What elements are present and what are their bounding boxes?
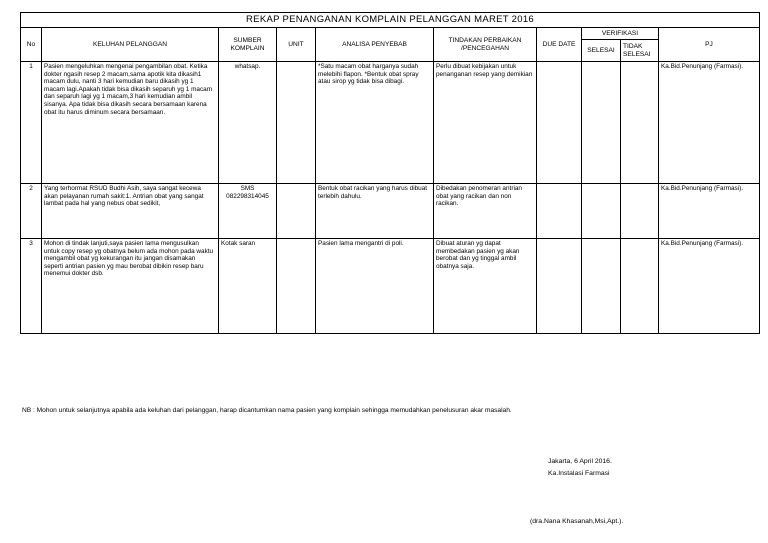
table-row xyxy=(21,239,760,334)
cell-selesai xyxy=(582,239,621,334)
table-title: REKAP PENANGANAN KOMPLAIN PELANGGAN MARET 2016 xyxy=(21,13,760,28)
cell-sumber: SMS 082298314045 xyxy=(219,184,277,239)
header-tidak-selesai: TIDAK SELESAI xyxy=(621,40,659,62)
header-unit: UNIT xyxy=(277,28,316,62)
cell-no: 1 xyxy=(21,62,42,184)
header-sumber: SUMBER KOMPLAIN xyxy=(219,28,277,62)
header-pj: PJ xyxy=(659,28,760,62)
cell-unit xyxy=(277,184,316,239)
cell-tidak-selesai xyxy=(621,184,659,239)
header-keluhan: KELUHAN PELANGGAN xyxy=(42,28,219,62)
cell-pj: Ka.Bid.Penunjang (Farmasi). xyxy=(659,62,760,184)
cell-pj: Ka.Bid.Penunjang (Farmasi). xyxy=(659,184,760,239)
header-selesai: SELESAI xyxy=(582,40,621,62)
cell-tindakan: Dibedakan penomeran antrian obat yang racikan dan non racikan. xyxy=(434,184,537,239)
cell-selesai xyxy=(582,62,621,184)
cell-tidak-selesai xyxy=(621,62,659,184)
header-verifikasi: VERIFIKASI xyxy=(582,28,659,40)
header-analisa: ANALISA PENYEBAB xyxy=(316,28,434,62)
cell-tindakan: Dibuat aturan yg dapat membedakan pasien yg akan berobat dan yg tinggal ambil obatnya saja. xyxy=(434,239,537,334)
cell-analisa: *Satu macam obat harganya sudah melebihi flapon. *Bentuk obat spray atau sirop yg tidak bisa dibagi. xyxy=(316,62,434,184)
cell-unit xyxy=(277,62,316,184)
cell-keluhan: Mohon di tindak lanjuti,saya pasien lama mengusulkan untuk copy resep yg obatnya belum ada mohon pada waktu mengambil obat yg kekurangan itu jangan disamakan seperti antrian pasien yg mau berobat dibikin resep baru menemui dokter dsb. xyxy=(42,239,219,334)
signature-name: (dra.Nana Khasanah,Msi,Apt.). xyxy=(530,518,624,525)
cell-analisa: Pasien lama mengantri di poli. xyxy=(316,239,434,334)
header-tindakan: TINDAKAN PERBAIKAN /PENCEGAHAN xyxy=(434,28,537,62)
cell-selesai xyxy=(582,184,621,239)
cell-tindakan: Perlu dibuat kebijakan untuk penanganan resep yang demikian xyxy=(434,62,537,184)
cell-due-date xyxy=(537,239,582,334)
cell-no: 2 xyxy=(21,184,42,239)
cell-keluhan: Pasien mengeluhkan mengenai pengambilan obat. Ketika dokter ngasih resep 2 macam,sama apotik kita dikasih1 macam dulu, nanti 3 hari kemudian baru dikasih yg 1 macam lagi.Apakah tidak bisa dikasih separuh yg 1 macam dan separuh lagi yg 1 macam,3 hari kemudian ambil sisanya. Apa tidak bisa dikasih secara bersamaan karena obat itu harus diminum secara bersamaan. xyxy=(42,62,219,184)
cell-tidak-selesai xyxy=(621,239,659,334)
cell-no: 3 xyxy=(21,239,42,334)
table-row xyxy=(21,62,760,184)
cell-analisa: Bentuk obat racikan yang harus dibuat terlebih dahulu. xyxy=(316,184,434,239)
header-due-date: DUE DATE xyxy=(537,28,582,62)
cell-pj: Ka.Bid.Penunjang (Farmasi). xyxy=(659,239,760,334)
cell-unit xyxy=(277,239,316,334)
cell-due-date xyxy=(537,62,582,184)
signature-role: Ka.Instalasi Farmasi xyxy=(548,470,610,477)
signature-place-date: Jakarta, 6 April 2016. xyxy=(548,458,612,465)
cell-sumber: whatsap. xyxy=(219,62,277,184)
header-no: No xyxy=(21,28,42,62)
cell-due-date xyxy=(537,184,582,239)
table-row xyxy=(21,184,760,239)
cell-keluhan: Yang terhormat RSUD Budhi Asih, saya sangat kecewa akan pelayanan rumah sakit:1. Antrian obat yang sangat lambat pada hal yang nebus obat sedikit, xyxy=(42,184,219,239)
footnote: NB : Mohon untuk selanjutnya apabila ada keluhan dari pelanggan, harap dicantumkan nama pasien yang komplain sehingga memudahkan penelusuran akar masalah. xyxy=(22,407,512,414)
cell-sumber: Kotak saran xyxy=(219,239,277,334)
complaint-table xyxy=(20,12,760,334)
